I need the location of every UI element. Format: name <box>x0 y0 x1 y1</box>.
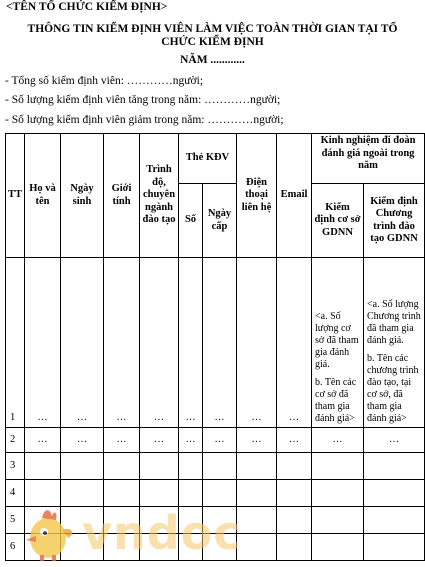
organization-header: <TÊN TỔ CHỨC KIỂM ĐỊNH> <box>6 1 168 13</box>
table-row <box>6 507 425 534</box>
watermark-text: vndoc <box>82 506 242 560</box>
total-inspectors-line: - Tổng số kiểm định viên: …………người; <box>5 75 204 87</box>
increase-inspectors-line: - Số lượng kiểm định viên tăng trong năm: …………người; <box>5 94 281 106</box>
cell-placeholder: … <box>312 428 364 453</box>
cell-placeholder: … <box>277 258 312 428</box>
table-row <box>6 480 425 507</box>
cell-placeholder: … <box>140 258 179 428</box>
cell-placeholder: … <box>237 428 277 453</box>
table-row <box>6 258 425 428</box>
program-count-note: <a. Số lượng Chương trình đã tham gia đánh giá. <box>367 299 421 346</box>
header-phone: Điện thoại liên hệ <box>237 134 277 258</box>
cell-placeholder: … <box>25 428 61 453</box>
cell-placeholder: … <box>179 258 203 428</box>
header-experience: Kinh nghiệm đi đoàn đánh giá ngoài trong năm <box>312 134 425 184</box>
table-row <box>6 453 425 480</box>
header-exp-facility: Kiểm định cơ sở GDNN <box>312 184 364 258</box>
cell-placeholder: … <box>25 258 61 428</box>
header-name: Họ và tên <box>25 134 61 258</box>
facility-count-note: <a. Số lượng cơ sở đã tham gia đánh giá. <box>315 311 359 370</box>
cell-placeholder: … <box>203 428 237 453</box>
table-row <box>6 428 425 453</box>
cell-placeholder: … <box>140 428 179 453</box>
decrease-inspectors-line: - Số lượng kiểm định viên giảm trong năm: …………người; <box>5 114 284 126</box>
cell-placeholder: … <box>237 258 277 428</box>
program-experience-cell <box>364 258 425 428</box>
cell-placeholder: … <box>61 428 104 453</box>
header-card-number: Số <box>179 184 203 258</box>
cell-placeholder: … <box>277 428 312 453</box>
row-number: 2 <box>6 428 25 453</box>
row-number: 3 <box>6 453 25 480</box>
row-number: 6 <box>6 534 25 561</box>
cell-placeholder: … <box>104 258 140 428</box>
header-card-date: Ngày cấp <box>203 184 237 258</box>
form-title-year: NĂM ............ <box>180 54 245 66</box>
row-number: 5 <box>6 507 25 534</box>
row-number: 1 <box>6 258 25 428</box>
header-card: Thẻ KĐV <box>179 134 237 184</box>
header-dob: Ngày sinh <box>61 134 104 258</box>
header-gender: Giới tính <box>104 134 140 258</box>
cell-placeholder: … <box>364 428 425 453</box>
cell-placeholder: … <box>203 258 237 428</box>
header-email: Email <box>277 134 312 258</box>
inspector-table <box>5 133 425 561</box>
header-tt: TT <box>6 134 25 258</box>
form-title-line-1: THÔNG TIN KIỂM ĐỊNH VIÊN LÀM VIỆC TOÀN THỜI GIAN TẠI TỔ <box>27 23 398 35</box>
cell-placeholder: … <box>104 428 140 453</box>
header-exp-program: Kiểm định Chương trình đào tạo GDNN <box>364 184 425 258</box>
facility-experience-cell <box>312 258 364 428</box>
program-names-note: b. Tên các chương trình đào tạo, tại cơ sở, đã tham gia đánh giá> <box>367 353 419 424</box>
row-number: 4 <box>6 480 25 507</box>
facility-names-note: b. Tên các cơ sở đã tham gia đánh giá> <box>315 377 357 424</box>
table-row <box>6 534 425 561</box>
form-title-line-2: CHỨC KIỂM ĐỊNH <box>161 36 264 48</box>
cell-placeholder: … <box>179 428 203 453</box>
header-education: Trình độ, chuyên ngành đào tạo <box>140 134 179 258</box>
cell-placeholder: … <box>61 258 104 428</box>
